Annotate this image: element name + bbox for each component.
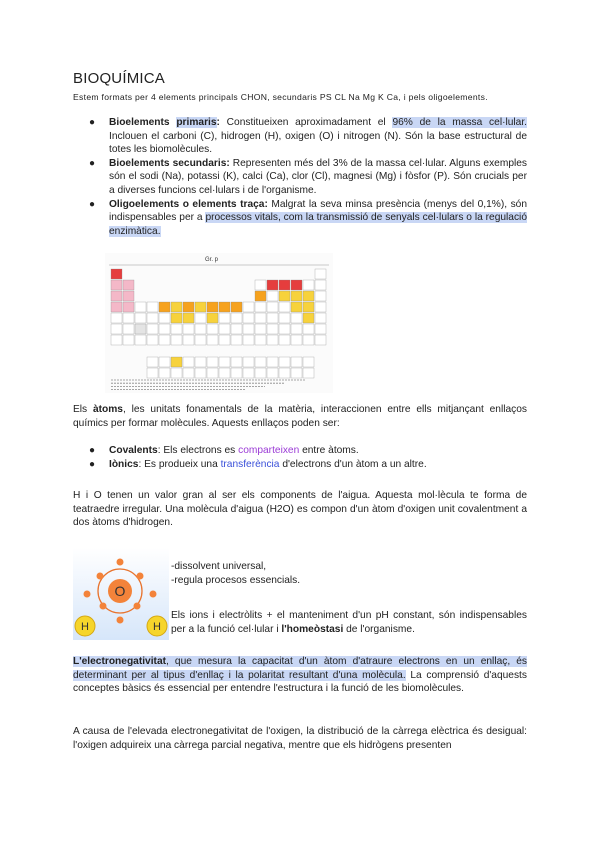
table-cell bbox=[111, 313, 122, 323]
table-cell bbox=[183, 302, 194, 312]
table-cell bbox=[255, 357, 266, 367]
table-cell bbox=[267, 368, 278, 378]
water-properties bbox=[171, 560, 300, 588]
table-cell bbox=[111, 280, 122, 290]
bioelements-list bbox=[73, 116, 527, 238]
table-cell bbox=[231, 335, 242, 345]
table-cell bbox=[303, 357, 314, 367]
table-cell bbox=[303, 280, 314, 290]
table-cell bbox=[267, 357, 278, 367]
table-cell bbox=[147, 368, 158, 378]
list-item: ● Bioelements primaris: Constitueixen aproximadament el 96% de la massa cel·lular. Inclouen el carboni (C), hidrogen (H), oxigen (O) i nitrogen (N). Són la base estructural de totes les biomolècules. bbox=[89, 117, 527, 156]
table-cell bbox=[207, 324, 218, 334]
table-cell bbox=[147, 335, 158, 345]
table-cell bbox=[123, 280, 134, 290]
table-cell bbox=[267, 313, 278, 323]
table-cell bbox=[255, 302, 266, 312]
bullet-icon: ● bbox=[89, 157, 96, 169]
table-cell bbox=[219, 368, 230, 378]
table-cell bbox=[207, 313, 218, 323]
table-cell bbox=[183, 368, 194, 378]
atoms-paragraph: Els àtoms, les unitats fonamentals de la matèria, interaccionen entre ells mitjançant enllaços químics per formar molècules. Aquests enllaços poden ser: bbox=[73, 404, 528, 429]
table-cell bbox=[171, 357, 182, 367]
table-cell bbox=[111, 269, 122, 279]
table-cell bbox=[315, 313, 326, 323]
list-item: -regula procesos essencials. bbox=[171, 575, 301, 586]
table-cell bbox=[279, 335, 290, 345]
table-cell bbox=[279, 291, 290, 301]
table-cell bbox=[303, 313, 314, 323]
list-item: ● Oligoelements o elements traça: Malgrat la seva minsa presència (menys del 0,1%), són indispensables per a processos vitals, com la transmissió de senyals cel·lulars o la regulació enzimàtica. bbox=[89, 198, 527, 237]
term: Bioelements bbox=[109, 117, 170, 128]
hydrogen-label: H bbox=[153, 621, 161, 633]
table-cell bbox=[135, 302, 146, 312]
table-cell bbox=[279, 302, 290, 312]
table-cell bbox=[183, 357, 194, 367]
table-cell bbox=[255, 280, 266, 290]
table-cell bbox=[243, 357, 254, 367]
table-cell bbox=[195, 302, 206, 312]
bullet-icon: ● bbox=[89, 445, 96, 456]
table-cell bbox=[303, 291, 314, 301]
table-cell bbox=[291, 324, 302, 334]
table-cell bbox=[267, 291, 278, 301]
table-cell bbox=[207, 302, 218, 312]
table-cell bbox=[123, 335, 134, 345]
bullet-icon: ● bbox=[89, 117, 96, 128]
table-cell bbox=[219, 302, 230, 312]
table-cell bbox=[243, 324, 254, 334]
table-cell bbox=[183, 335, 194, 345]
table-cell bbox=[267, 324, 278, 334]
table-cell bbox=[195, 357, 206, 367]
table-cell bbox=[195, 324, 206, 334]
table-cell bbox=[159, 302, 170, 312]
table-cell bbox=[171, 335, 182, 345]
table-cell bbox=[255, 335, 266, 345]
table-cell bbox=[135, 313, 146, 323]
table-cell bbox=[279, 368, 290, 378]
table-cell bbox=[291, 368, 302, 378]
table-cell bbox=[159, 335, 170, 345]
table-cell bbox=[303, 302, 314, 312]
table-cell bbox=[279, 324, 290, 334]
table-cell bbox=[243, 302, 254, 312]
list-item: -dissolvent universal, bbox=[171, 561, 267, 572]
table-cell bbox=[171, 313, 182, 323]
table-cell bbox=[315, 324, 326, 334]
table-cell bbox=[159, 357, 170, 367]
table-cell bbox=[315, 280, 326, 290]
last-paragraph: A causa de l'elevada electronegativitat de l'oxigen, la distribució de la càrrega elèctrica és desigual: l'oxigen adquireix una càrrega parcial negativa, mentre que els hidrògens presenten bbox=[73, 726, 527, 751]
table-cell bbox=[135, 324, 146, 334]
hydrogen-label: H bbox=[81, 621, 89, 633]
term: Oligoelements o elements traça: bbox=[109, 198, 268, 210]
table-cell bbox=[231, 357, 242, 367]
table-cell bbox=[195, 368, 206, 378]
table-cell bbox=[123, 291, 134, 301]
table-cell bbox=[243, 368, 254, 378]
table-cell bbox=[183, 324, 194, 334]
table-cell bbox=[315, 269, 326, 279]
list-item: ● Iònics: Es produeix una transferència d'electrons d'un àtom a un altre. bbox=[89, 458, 427, 470]
table-cell bbox=[315, 335, 326, 345]
table-cell bbox=[243, 335, 254, 345]
table-cell bbox=[123, 313, 134, 323]
table-cell bbox=[195, 335, 206, 345]
table-cell bbox=[183, 313, 194, 323]
table-cell bbox=[255, 368, 266, 378]
bonds-list bbox=[73, 444, 527, 471]
bullet-icon: ● bbox=[89, 198, 96, 210]
table-cell bbox=[291, 280, 302, 290]
table-cell bbox=[255, 291, 266, 301]
table-cell bbox=[219, 324, 230, 334]
table-cell bbox=[315, 302, 326, 312]
periodic-table-image bbox=[105, 253, 333, 393]
table-cell bbox=[291, 357, 302, 367]
table-cell bbox=[111, 324, 122, 334]
table-cell bbox=[255, 313, 266, 323]
electronegativity-paragraph: L'electronegativitat, que mesura la capacitat d'un àtom d'atraure electrons en un enllaç, és determinant per al tipus d'enllaç i la polaritat resultant d'una molècula. La comprensió d'aquests conceptes bàsics és essencial per entendre l'estructura i la funció de les biomolècules. bbox=[73, 656, 527, 695]
table-cell bbox=[111, 302, 122, 312]
page-title: BIOQUÍMICA bbox=[73, 70, 166, 87]
table-cell bbox=[171, 324, 182, 334]
table-cell bbox=[291, 302, 302, 312]
table-cell bbox=[147, 357, 158, 367]
table-cell bbox=[279, 357, 290, 367]
table-cell bbox=[111, 335, 122, 345]
table-cell bbox=[279, 313, 290, 323]
table-cell bbox=[219, 335, 230, 345]
table-cell bbox=[267, 280, 278, 290]
table-cell bbox=[231, 368, 242, 378]
table-cell bbox=[303, 324, 314, 334]
table-cell bbox=[231, 313, 242, 323]
page-subtitle: Estem formats per 4 elements principals CHON, secundaris PS CL Na Mg K Ca, i pels oligoelements. bbox=[73, 92, 488, 102]
table-cell bbox=[171, 368, 182, 378]
table-cell bbox=[147, 302, 158, 312]
table-cell bbox=[291, 335, 302, 345]
water-molecule-image bbox=[73, 548, 169, 640]
highlight: processos vitals, com la transmissió de senyals cel·lulars o la regulació enzimàtica. bbox=[109, 212, 527, 237]
table-cell bbox=[231, 324, 242, 334]
table-cell bbox=[171, 302, 182, 312]
table-cell bbox=[279, 280, 290, 290]
list-item: ● Covalents: Els electrons es comparteixen entre àtoms. bbox=[89, 445, 359, 456]
table-cell bbox=[267, 302, 278, 312]
list-item: ● Bioelements secundaris: Representen més del 3% de la massa cel·lular. Alguns exemples són el sodi (Na), potassi (K), calci (Ca), clor (Cl), magnesi (Mg) i fòsfor (P). Són crucials per a diverses funcions cel·lulars i de l'organisme. bbox=[89, 157, 528, 196]
table-cell bbox=[159, 368, 170, 378]
table-cell bbox=[147, 324, 158, 334]
table-cell bbox=[159, 313, 170, 323]
water-paragraph: H i O tenen un valor gran al ser els components de l'aigua. Aquesta mol·lècula te forma de teatraedre irregular. Una molècula d'aigua (H2O) es compon d'un àtom d'oxigen unit covalentment a dos àtoms d'hidrogen. bbox=[73, 490, 527, 529]
table-cell bbox=[207, 368, 218, 378]
table-header: Gr. p bbox=[205, 257, 219, 263]
table-cell bbox=[315, 291, 326, 301]
table-cell bbox=[135, 335, 146, 345]
table-cell bbox=[291, 291, 302, 301]
table-cell bbox=[303, 368, 314, 378]
table-cell bbox=[207, 335, 218, 345]
table-cell bbox=[303, 335, 314, 345]
table-cell bbox=[219, 357, 230, 367]
highlight: 96% de la massa cel·lular. bbox=[392, 117, 527, 128]
bullet-icon: ● bbox=[89, 458, 96, 470]
ions-paragraph: Els ions i electròlits + el manteniment d'un pH constant, són indispensables per a la funció cel·lular i l'homeòstasi de l'organisme. bbox=[171, 610, 527, 635]
table-cell bbox=[195, 313, 206, 323]
table-cell bbox=[291, 313, 302, 323]
term-highlight: primaris bbox=[176, 117, 217, 128]
table-cell bbox=[267, 335, 278, 345]
table-cell bbox=[231, 302, 242, 312]
term: Bioelements secundaris: bbox=[109, 157, 230, 169]
table-cell bbox=[207, 357, 218, 367]
table-cell bbox=[243, 313, 254, 323]
table-cell bbox=[255, 324, 266, 334]
table-cell bbox=[219, 313, 230, 323]
table-cell bbox=[111, 291, 122, 301]
table-cell bbox=[123, 302, 134, 312]
table-cell bbox=[147, 313, 158, 323]
table-cell bbox=[123, 324, 134, 334]
oxygen-label: O bbox=[114, 583, 126, 599]
table-cell bbox=[159, 324, 170, 334]
